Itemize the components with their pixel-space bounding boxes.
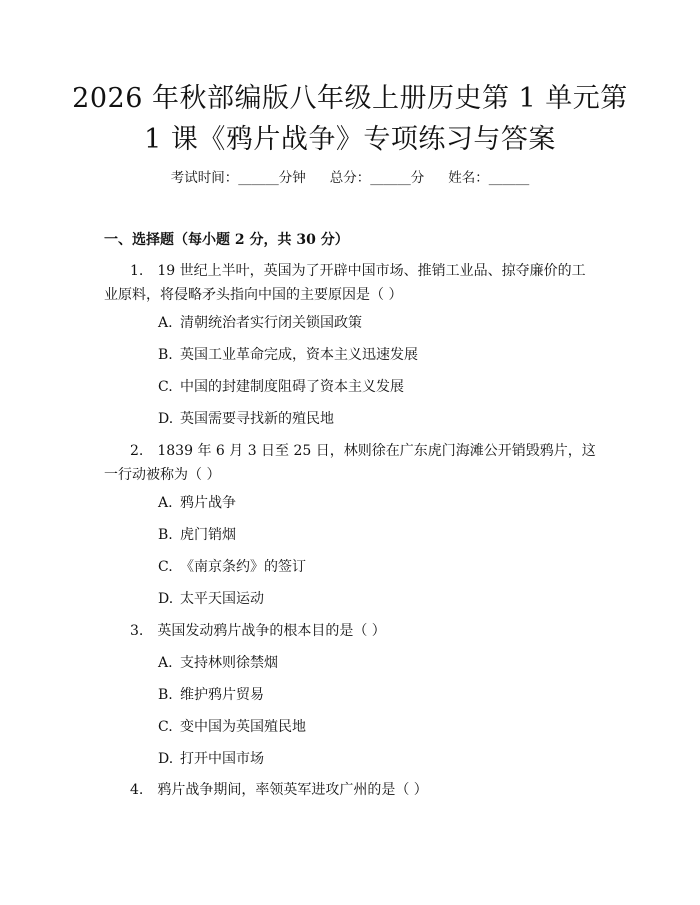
option-letter: D. — [158, 411, 174, 427]
question-number: 1. — [130, 263, 144, 279]
question-3 — [104, 619, 596, 643]
option-text: 变中国为英国殖民地 — [180, 719, 306, 735]
question-1 — [104, 259, 596, 307]
option-text: 中国的封建制度阻碍了资本主义发展 — [180, 379, 404, 395]
option-letter: A. — [158, 315, 173, 331]
option-text: 《南京条约》的签订 — [180, 559, 306, 575]
option-letter: C. — [158, 719, 173, 735]
exam-meta — [0, 168, 700, 188]
option-2b — [158, 525, 236, 545]
option-1d — [158, 409, 334, 429]
exam-time-field: 考试时间：______分钟 — [170, 170, 306, 186]
student-name-field: 姓名：______ — [448, 170, 530, 186]
option-text: 支持林则徐禁烟 — [180, 655, 278, 671]
question-text: 英国发动鸦片战争的根本目的是（ ） — [157, 623, 386, 639]
question-text: 鸦片战争期间，率领英军进攻广州的是（ ） — [157, 782, 428, 798]
option-3c — [158, 717, 306, 737]
option-text: 虎门销烟 — [180, 527, 236, 543]
option-letter: C. — [158, 379, 173, 395]
question-number: 3. — [130, 623, 144, 639]
option-2d — [158, 589, 264, 609]
option-text: 英国需要寻找新的殖民地 — [180, 411, 334, 427]
question-number: 2. — [130, 443, 144, 459]
option-letter: B. — [158, 687, 173, 703]
option-letter: D. — [158, 591, 174, 607]
option-1c — [158, 377, 404, 397]
question-number: 4. — [130, 782, 144, 798]
option-3b — [158, 685, 264, 705]
option-2c — [158, 557, 306, 577]
option-letter: B. — [158, 527, 173, 543]
option-text: 清朝统治者实行闭关锁国政策 — [180, 315, 362, 331]
option-3d — [158, 749, 264, 769]
option-letter: C. — [158, 559, 173, 575]
option-text: 鸦片战争 — [180, 495, 236, 511]
option-text: 维护鸦片贸易 — [180, 687, 264, 703]
option-letter: A. — [158, 495, 173, 511]
total-score-field: 总分：______分 — [329, 170, 425, 186]
option-text: 太平天国运动 — [180, 591, 264, 607]
question-4 — [104, 778, 596, 802]
option-1b — [158, 345, 418, 365]
question-text: 1839 年 6 月 3 日至 25 日，林则徐在广东虎门海滩公开销毁鸦片，这一行动被称为（ ） — [104, 443, 596, 483]
option-text: 打开中国市场 — [180, 751, 264, 767]
question-2 — [104, 439, 596, 487]
option-letter: B. — [158, 347, 173, 363]
option-letter: D. — [158, 751, 174, 767]
option-text: 英国工业革命完成，资本主义迅速发展 — [180, 347, 418, 363]
option-2a — [158, 493, 236, 513]
page-title: 2026 年秋部编版八年级上册历史第 1 单元第 1 课《鸦片战争》专项练习与答案 — [72, 83, 628, 155]
option-letter: A. — [158, 655, 173, 671]
section-heading: 一、选择题（每小题 2 分，共 30 分） — [104, 232, 349, 248]
option-3a — [158, 653, 278, 673]
question-text: 19 世纪上半叶，英国为了开辟中国市场、推销工业品、掠夺廉价的工业原料，将侵略矛头指向中国的主要原因是（ ） — [104, 263, 586, 303]
option-1a — [158, 313, 362, 333]
